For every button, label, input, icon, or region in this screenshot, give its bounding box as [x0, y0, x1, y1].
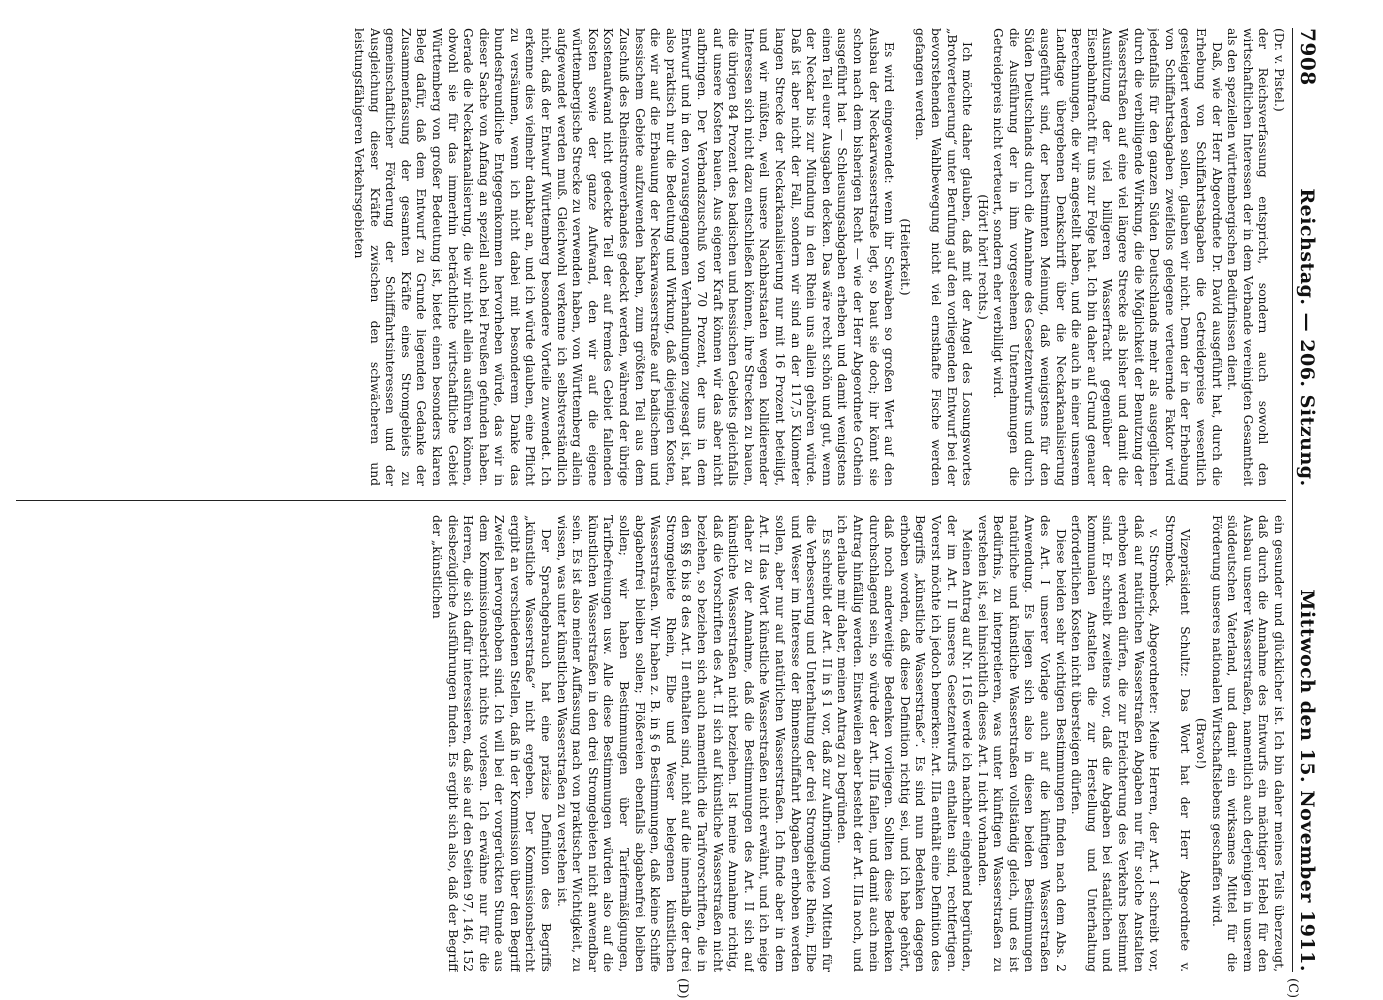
right-paragraph-7: Der Sprachgebrauch hat eine präzise Definition des Begriffs „künstliche Wasserstraße“ nicht ergeben. Der Kommissionsbericht ergibt an verschiedenen Stellen, daß in der Kommission über den Begriff Zweifel hervorgehoben sind. Ich will bei der vorgerückten Stunde aus dem Kommissionsbericht nichts vorlesen. Ich erwähne nur für die Herren, die sich dafür interessieren, daß sie auf den Seiten 97, 146, 152 diesbezügliche Ausführungen finden. Es ergibt sich also, daß der Begriff der „künstlichen [429, 515, 554, 972]
margin-mark-d: (D) [675, 978, 690, 999]
left-paragraph-3: Ich möchte daher glauben, daß mit der Angel des Losungswortes „Brotverteuerung“ unter Berufung auf den vorliegenden Entwurf bei der bevorstehenden Wahlbewegung nicht viel ernsthafte Fische werden gefangen werden. [913, 28, 975, 486]
right-paragraph-1: ein gesunder und glücklicher ist. Ich bin daher meines Teils überzeugt, daß durch die Annahme des Entwurfs ein mächtiger Hebel für den Ausbau unserer Wasserstraßen, namentlich auch derjenigen in unserem süddeutschen Vaterland, und damit ein wirksames Mittel für die Förderung unseres nationalen Wirtschaftslebens geschaffen wird. [1209, 515, 1286, 972]
text-columns [16, 28, 1286, 972]
session-date: Mittwoch den 15. November 1911. [1296, 589, 1318, 972]
margin-mark-c: (C) [1285, 978, 1300, 999]
left-interjection-1: (Hört! hört! rechts.) [975, 194, 990, 320]
left-interjection-2: (Heiterkeit.) [897, 218, 912, 296]
right-paragraph-3: v. Strombeck, Abgeordneter: Meine Herren, der Art. I schreibt vor, daß auf natürlichen Wasserstraßen Abgaben nur für solche Anstalten erhoben werden dürfen, die zur Erleichterung des Verkehrs bestimmt sind. Er schreibt zweitens vor, daß die Abgaben bei staatlichen und kommunalen Anstalten die zur Herstellung und Unterhaltung erforderlichen Kosten nicht übersteigen dürfen. [1069, 515, 1162, 972]
session-title: Reichstag. — 206. Sitzung. [1296, 188, 1318, 487]
right-column [16, 500, 1286, 972]
speaker-prefix: (Dr. v. Pistel.) [1272, 28, 1286, 112]
right-interjection-1: (Bravo!) [1194, 717, 1209, 770]
right-paragraph-6: Es schreibt der Art. II in § 1 vor, daß zur Aufbringung von Mitteln für die Verbesserung und Unterhaltung der drei Stromgebiete Rhein, Elbe und Weser im Interesse der Binnenschiffahrt Abgaben erhoben werden sollen, aber nur auf natürlichen Wasserstraßen. Ich finde aber in dem Art. II das Wort künstliche Wasserstraßen nicht erwähnt, und ich neige daher zu der Annahme, daß die Bestimmungen des Art. II sich auf künstliche Wasserstraßen nicht beziehen. Ist meine Annahme richtig, daß die Vorschriften des Art. II sich auf künstliche Wasserstraßen nicht beziehen, so beziehen sich auch namentlich die Tarifvorschriften, die in den §§ 6 bis 8 des Art. II enthalten sind, nicht auf die innerhalb der drei Stromgebiete Rhein, Elbe und Weser belegenen künstlichen Wasserstraßen. Wir haben z. B. in § 6 Bestimmungen, daß kleine Schiffe abgabenfrei bleiben sollen; Flößereien ebenfalls abgabenfrei bleiben sollen; wir haben Bestimmungen über Tarifermäßigungen, Tarifbefreiungen usw. Alle diese Bestimmungen würden also auf die künstlichen Wasserstraßen in den drei Stromgebieten nicht anwendbar sein. Es ist also meiner Auffassung nach von praktischer Wichtigkeit, zu wissen, was unter künstlichen Wasserstraßen zu verstehen ist. [554, 515, 834, 972]
running-head [1292, 28, 1320, 972]
left-paragraph-1: der Reichsverfassung entspricht, sondern auch sowohl den wirtschaftlichen Interessen der in dem Verbande vereinigten Gesamtheit als den speziellen württembergischen Bedürfnissen dient. [1225, 28, 1271, 486]
left-paragraph-4: Es wird eingewendet: wenn ihr Schwaben so großen Wert auf den Ausbau der Neckarwasserstraße legt, so baut sie doch; ihr könnt sie schon nach dem bisherigen Recht — wie der Herr Abgeordnete Gothein ausgeführt hat — Schleusungsabgaben erheben und damit wenigstens einen Teil eurer Ausgaben decken. Das wäre recht schön und gut, wenn der Neckar bis zur Mündung in den Rhein uns allein gehören würde. Daß ist aber nicht der Fall, sondern wir sind an der 117,5 Kilometer langen Strecke der Neckarkanalisierung nur mit 16 Prozent beteiligt, und wir müßten, weil unsere Nachbarstaaten wegen kollidierender Interessen sich nicht dazu entschließen können, ihre Strecken zu bauen, die übrigen 84 Prozent des badischen und hessischen Gebiets gleichfalls auf unsere Kosten bauen. Aus eigener Kraft können wir das aber nicht aufbringen. Der Verbandszuschuß von 70 Prozent, der uns in dem Entwurf und in den vorausgegangenen Verhandlungen zugesagt ist, hat also praktisch nur die Bedeutung und Wirkung, daß diejenigen Kosten, die wir auf die Erbauung der Neckarwasserstraße auf badischem und hessischem Gebiete aufzuwenden haben, zum größten Teil aus dem Zuschuß des Rheinstromverbandes gedeckt werden, während der übrige Kostenaufwand nicht gedeckte Teil der auf fremdes Gebiet fallenden Kosten sowie der ganze Aufwand, den wir auf die eigene württembergische Strecke zu verwenden haben, von Württemberg allein aufgewendet werden muß. Gleichwohl verkenne ich selbstverständlich nicht, daß der Entwurf Württemberg besondere Vorteile zuwendet. Ich erkenne dies vielmehr dankbar an, und ich würde glauben, eine Pflicht zu versäumen, wenn ich nicht dabei mit besonderem Danke das bundesfreundliche Entgegenkommen hervorheben würde, das wir in dieser Sache von Anfang an speziell auch bei Preußen gefunden haben. Gerade die Neckarkanalisierung, die wir nicht allein ausführen können, obwohl sie für das immerhin beträchtliche wirtschaftliche Gebiet Württemberg von großer Bedeutung ist, bietet einen besonders klaren Beleg dafür, daß dem Entwurf zu Grunde liegenden Gedanke der Zusammenfassung der gesamten Kräfte eines Stromgebiets zu gemeinschaftlicher Förderung der Schifffahrtsinteressen und der Ausgleichung dieser Kräfte zwischen den schwächeren und leistungsfähigeren Verkehrsgebieten [351, 28, 897, 486]
right-paragraph-4: Diese beiden sehr wichtigen Bestimmungen finden nach dem Abs. 2 des Art. I unserer Vorlage auch auf die künftigen Wasserstraßen Anwendung. Es liegen sich also in diesen beiden Bestimmungen natürliche und künstliche Wasserstraßen vollständig gleich, und es ist Bedürfnis, zu interpretieren, was unter künftigen Wasserstraßen zu verstehen ist, sei hinsichtlich dieses Art. I nicht vorhanden. [975, 515, 1068, 972]
left-column [16, 28, 1286, 500]
right-paragraph-5: Meinen Antrag auf Nr. 1165 werde ich nachher eingehend begründen, der im Art. II unseres Gesetzentwurfs enthalten sind, rechtfertigen. Vorerst möchte ich jedoch bemerken: Art. IIIa enthält eine Definition des Begriffs „künstliche Wasserstraße“. Es sind nun Bedenken dagegen erhoben worden, daß diese Definition richtig sei, und ich habe gehört, daß noch anderweitige Bedenken vorliegen. Sollten diese Bedenken durchschlagend sein, so würde der Art. IIIa fallen, und damit auch mein Antrag hinfällig werden. Einstweilen aber besteht der Art. IIIa noch, und ich erlaube mir daher, meinen Antrag zu begründen. [835, 515, 975, 972]
page-number: 7908 [1296, 28, 1320, 86]
left-paragraph-2: Daß, wie der Herr Abgeordnete Dr. David ausgeführt hat, durch die Erhebung von Schiffahrtsabgaben die Getreidepreise wesentlich gesteigert werden sollen, glauben wir nicht. Denn der in der Erhebung von Schiffahrtsabgaben zweifellos gelegene verteuernde Faktor wird jedenfalls für den ganzen Süden Deutschlands mehr als ausgeglichen durch die verbilligende Wirkung, die die Möglichkeit der Benutzung der Wasserstraßen auf eine viel längere Strecke als bisher und damit die Ausnützung der viel billigeren Wasserfracht gegenüber der Eisenbahnfracht für uns zur Folge hat. Ich bin daher auf Grund genauer Berechnungen, die wir angestellt haben, und die auch in einer unserem Landtage übergebenen Denkschrift über die Neckarkanalisierung ausgeführt sind, der bestimmten Meinung, daß wenigstens für den Süden Deutschlands durch die Annahme des Gesetzentwurfs und durch die Ausführung der in ihm vorgesehenen Unternehmungen die Getreidepreis nicht verteuert, sondern eher verbilligt wird. [991, 28, 1224, 486]
right-paragraph-2: Vizepräsident Schultz: Das Wort hat der Herr Abgeordnete v. Strombeck. [1162, 515, 1193, 972]
